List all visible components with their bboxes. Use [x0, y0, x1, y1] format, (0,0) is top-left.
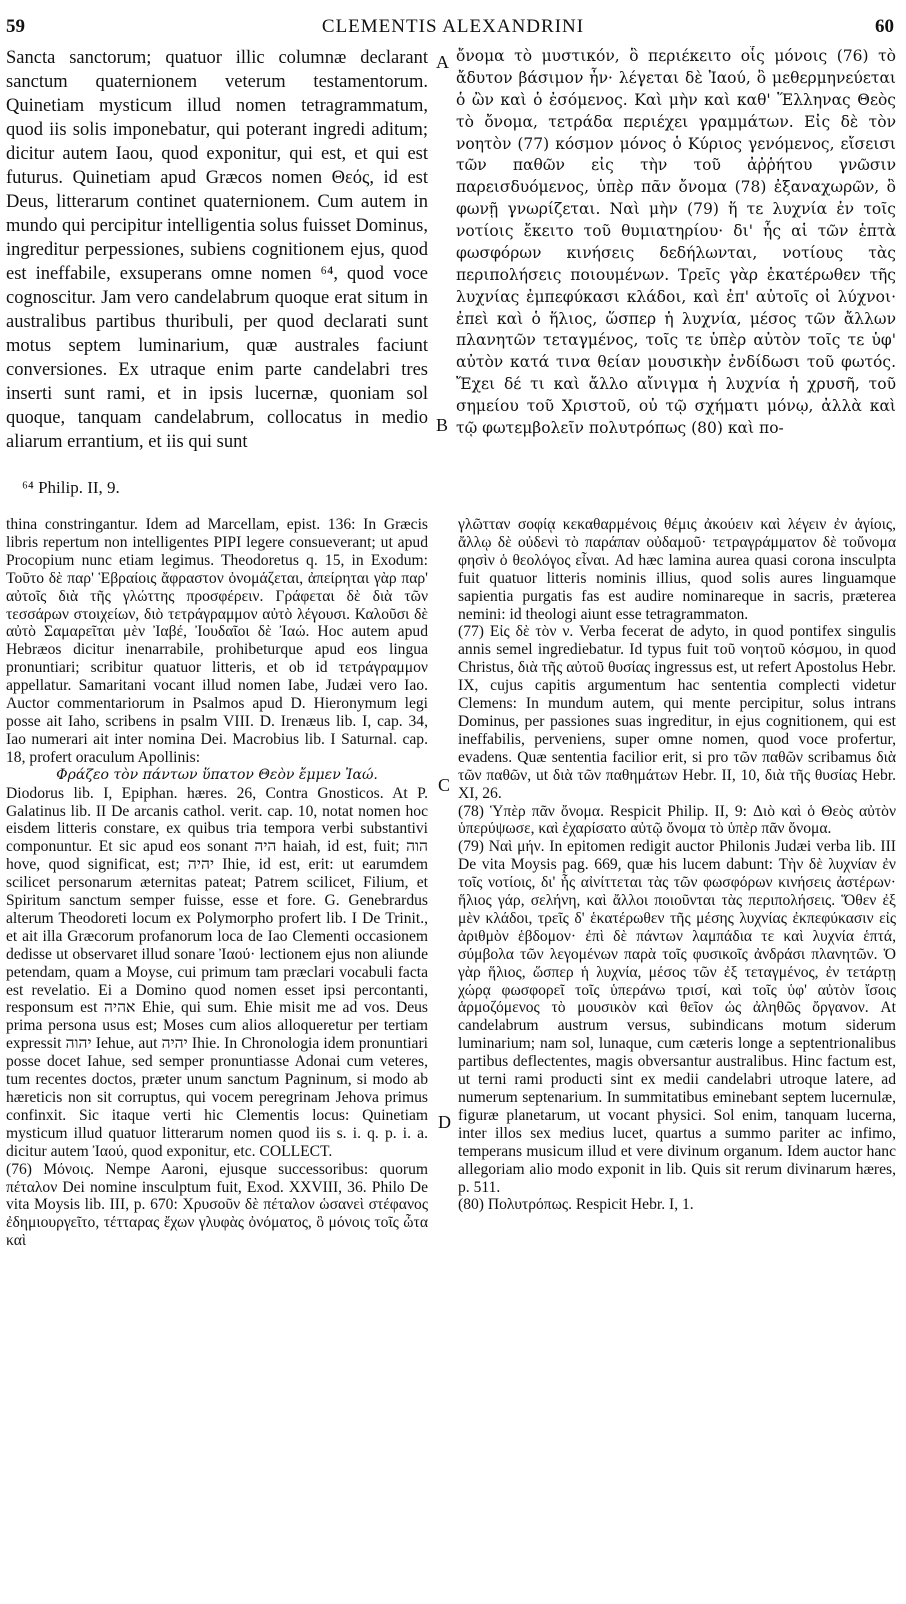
margin-marker-b: B	[436, 415, 449, 435]
running-title: CLEMENTIS ALEXANDRINI	[321, 16, 585, 37]
note-76: (76) Μόνοις. Nempe Aaroni, ejusque successoribus: quorum πέταλον Dei nomine insculptum fuit, Exod. XXVIII, 36. Philo De vita Moysis lib. III, p. 670: Χρυσοῦν δὲ πέταλον ὡσανεὶ στέφανος ἐδημιουργεῖτο, τέτταρας ἔχων γλυφὰς ὀνόματος, ὃ μόνοις τοῖς ὦτα καὶ	[6, 1160, 428, 1250]
notes-left-column	[6, 516, 428, 1596]
note-paragraph: Diodorus lib. I, Epiphan. hæres. 26, Contra Gnosticos. At P. Galatinus lib. II De arcanis cathol. verit. cap. 10, notat nomen hoc eisdem litteris constare, ex quibus tria tempora verbi substantivi componuntur. Et sic apud eos sonant היה haiah, id est, fuit; הוה hove, quod significat, est; יהיה Ihie, id est, erit: ut earumdem scilicet personarum æternitas pateat; Patrem scilicet, Filium, et Spiritum sanctum semper fuisse, esse et fore. G. Genebrardus alterum Theodoreti locum ex Polymorpho profert lib. I De Trinit., et ait illa Græcorum profanorum loca de Iao Clementi occasionem dedisse ut observaret illud sonare Ἰαού· lectionem ejus non aliunde petendam, quam a Moyse, cui primum tam præclari vocabuli facta est revelatio. Ei a Domino quod nomen esset ipsi percontanti, responsum est אהיה Ehie, qui sum. Ehie misit me ad vos. Deus prima persona usus est; Moses cum alios alloqueretur per tertiam expressit יהוה Iehue, aut יהיה Ihie. In Chronologia idem pronuntiari posse docet Iahue, sed semper pronuntiasse Adonai cum veteres, tum recentes doctos, præter unum sanctum Pagninum, si modo ab hæreticis non sit corruptus, qui vocem peregrinam Jehova primus confinxit. Sic itaque verti hic Clementis locus: Quinetiam mysticum illud quatuor litterarum nomen quod iis s. i. q. p. i. a. dicitur autem Ἰαού, quod exponitur, etc. COLLECT.	[6, 784, 428, 1160]
footnote-64: ⁶⁴ Philip. II, 9.	[22, 478, 120, 497]
note-79: (79) Ναὶ μήν. In epitomen redigit auctor Philonis Judæi verba lib. III De vita Moysis pag. 669, quæ his lucem dabunt: Τὴν δὲ λυχνίαν ἐν τοῖς νοτίοις, δι' ἧς αἰνίττεται τὰς τῶν φωσφόρων κινήσεις ἀστέρων· ἥλιος γάρ, σελήνη, καὶ ἄλλοι ποιοῦνται τὰς περιπολήσεις. Ὅθεν ἐξ μὲν κλάδοι, τρεῖς δ' ἑκατέρωθεν τῆς μέσης λυχνίας ἐκπεφύκασιν εἰς ἀριθμὸν ἑβδομον· ἐπὶ δὲ πάντων λαμπάδια τε καὶ λυχνία ἑπτά, σύμβολα τῶν λεγομένων παρὰ τοῖς φυσικοῖς ἀνδράσι πλανητῶν. Ὁ γὰρ ἥλιος, ὥσπερ ἡ λυχνία, μέσος τῶν ἐξ τεταγμένος, ἐν τετάρτῃ χώρᾳ φωσφορεῖ τοῖς ὑπεράνω τρισί, καὶ τοῖς ὑφ' αὐτὸν ἴσοις ἁρμοζόμενος τὸ μουσικὸν καὶ θεῖον ὡς ἀληθῶς ὄργανον. At candelabrum austrum versus, subindicans motum siderum luminarium; nam sol, lunaque, cum cæteris longe a septentrionalibus partibus deflectentes, magis obversantur australibus. Hinc factum est, ut terni rami producti sint ex medii candelabri utroque latere, ad numerum septenarium. In summitatibus eminebant septem lucernulæ, figuræ planetarum, ut vocant physici. Sol enim, tanquam lucerna, inter illos sex medius lucet, quartus a summo pariter ac infimo, temperans musicum illud et vere divinum organum. Idem auctor hanc allegoriam alio modo exponit in lib. Quis sit rerum divinarum hæres, p. 511.	[458, 838, 896, 1196]
note-78: (78) Ὑπὲρ πᾶν ὄνομα. Respicit Philip. II, 9: Διὸ καὶ ὁ Θεὸς αὐτὸν ὑπερύψωσε, καὶ ἐχαρίσατο αὐτῷ ὄνομα τὸ ὑπὲρ πᾶν ὄνομα.	[458, 802, 896, 838]
note-80: (80) Πολυτρόπως. Respicit Hebr. I, 1.	[458, 1196, 694, 1214]
note-verse: Φράζεο τὸν πάντων ὕπατον Θεὸν ἔμμεν Ἰαώ.	[56, 766, 378, 783]
note-paragraph: thina constringantur. Idem ad Marcellam, epist. 136: In Græcis libris repertum non intelligentes PIPI legere consueverant; ut apud Procopium nunc etiam legimus. Theodoretus q. 15, in Exodum: Τοῦτο δὲ παρ' Ἑβραίοις ἄφραστον ὀνομάζεται, ἀπείρηται γὰρ παρ' αὐτοῖς διὰ τῆς γλώττης προσφέρειν. Γράφεται δὲ διὰ τῶν τεσσάρων στοιχείων, διὸ τετράγραμμον αὐτὸ λέγουσι. Καλοῦσι δὲ αὐτὸ Σαμαρεῖται μὲν Ἰαβέ, Ἰουδαῖοι δὲ Ἰαώ. Hoc autem apud Hebræos dicitur inenarrabile, prohibeturque apud eos lingua pronuntiari; scribitur quatuor litteris, et ob id τετράγραμμον appellatur. Samaritani vocant illud nomen Iabe, Judæi vero Iao. Auctor commentariorum in Psalmos apud D. Hieronymum legi posse ait Iaho, scribens in psalm VIII. D. Irenæus lib. I, cap. 34, Iao numerari ait inter nomina Dei. Macrobius lib. I Saturnal. cap. 18, profert oraculum Apollinis:	[6, 516, 428, 766]
note-77: (77) Εἰς δὲ τὸν ν. Verba fecerat de adyto, in quod pontifex singulis annis semel ingrediebatur. Id typus fuit τοῦ νοητοῦ κόσμου, in quod Christus, διὰ τῆς αὐτοῦ θυσίας ingressus est, ut refert Apostolus Hebr. IX, cujus capitis argumentum hac sententia complecti videtur Clemens: In mundum autem, qui mente percipitur, solus intrans Dominus, per passiones suas ingreditur, in ejus cognitionem, qui est ineffabilis, perveniens, super omne nomen, quod voce profertur, evadens. Quæ sententia facilior erit, si pro τῶν παθῶν scribamus διὰ τῶν παθῶν, ut διὰ τῶν παθημάτων Hebr. II, 10, διὰ τῆς θυσίας Hebr. XI, 26.	[458, 623, 896, 802]
main-text-latin: Sancta sanctorum; quatuor illic columnæ declarant sanctum quaternionem veterum testamentorum. Quinetiam mysticum illud nomen tetragrammatum, quod iis solis imponebatur, qui poterant ingredi aditum; dicitur autem Iaou, quod exponitur, qui est, et qui est futurus. Quinetiam apud Græcos nomen Θεός, id est Deus, litterarum continet quaternionem. Cum autem in mundo qui percipitur intelligentia solus fuisset Dominus, ingreditur perpessiones, subiens cognitionem ejus, quod est ineffabile, exsuperans omne nomen ⁶⁴, quod voce cognoscitur. Jam vero candelabrum quoque erat situm in australibus partibus thuribuli, per quod declarati sunt motus septem luminarium, quæ australes faciunt conversiones. Ex utraque enim parte candelabri tres inserti sunt rami, et in ipsis lucernæ, quoniam sol quoque, tanquam candelabrum, collocatus in medio aliarum errantium, et iis qui sunt	[6, 48, 428, 452]
page-number-left: 59	[6, 16, 25, 37]
note-paragraph: γλῶτταν σοφίᾳ κεκαθαρμένοις θέμις ἀκούειν καὶ λέγειν ἐν ἁγίοις, ἄλλῳ δὲ οὐδενὶ τὸ παράπαν οὐδαμοῦ· τετραγράμματον δὲ τοὔνομα φησὶν ὁ θεολόγος εἶναι. Ad hæc lamina aurea quasi corona insculpta fuit quatuor litteris nominis illius, quod solis aures linguamque sapientia purgatis fas est audire nominareque in sacris, præterea nemini: id theologi aiunt esse tetragrammaton.	[458, 516, 896, 623]
margin-marker-d: D	[438, 1112, 451, 1132]
running-header	[0, 14, 906, 40]
margin-marker-a: A	[436, 52, 449, 72]
page-number-right: 60	[875, 16, 894, 37]
notes-right-column	[458, 516, 896, 1596]
main-text-greek: ὄνομα τὸ μυστικόν, ὃ περιέκειτο οἷς μόνοις (76) τὸ ἄδυτον βάσιμον ἦν· λέγεται δὲ Ἰαού, ὃ μεθερμηνεύεται ὁ ὢν καὶ ὁ ἐσόμενος. Καὶ μὴν καὶ καθ' Ἕλληνας Θεὸς τὸ ὄνομα, τετράδα περιέχει γραμμάτων. Εἰς δὲ τὸν νοητὸν (77) κόσμον μόνος ὁ Κύριος γενόμενος, εἴσεισι τῶν παθῶν εἰς τὴν τοῦ ἀῤῥήτου γνῶσιν παρεισδυόμενος, ὑπὲρ πᾶν ὄνομα (78) ἐξαναχωρῶν, ὃ φωνῇ γνωρίζεται. Ναὶ μὴν (79) ἥ τε λυχνία ἐν τοῖς νοτίοις ἔκειτο τοῦ θυμιατηρίου· δι' ἧς αἱ τῶν ἑπτὰ φωσφόρων κινήσεις δεδήλωνται, νοτίους τὰς περιπολήσεις ποιουμένων. Τρεῖς γὰρ ἑκατέρωθεν τῆς λυχνίας ἐμπεφύκασι κλάδοι, καὶ ἐπ' αὐτοῖς οἱ λύχνοι· ἐπεὶ καὶ ὁ ἥλιος, ὥσπερ ἡ λυχνία, μέσος τῶν ἄλλων πλανητῶν τεταγμένος, τοῖς τε ὑπὲρ αὐτὸν τοῖς τε ὑφ' αὐτὸν κατά τινα θείαν μουσικὴν ἐνδίδωσι τοῦ φωτός. Ἔχει δέ τι καὶ ἄλλο αἴνιγμα ἡ λυχνία ἡ χρυσῆ, τοῦ σημείου τοῦ Χριστοῦ, οὐ τῷ σχήματι μόνῳ, ἀλλὰ καὶ τῷ φωτεμβολεῖν πολυτρόπως (80) καὶ πο-	[456, 47, 896, 437]
margin-marker-c: C	[438, 775, 451, 795]
notes-divider	[0, 508, 906, 509]
